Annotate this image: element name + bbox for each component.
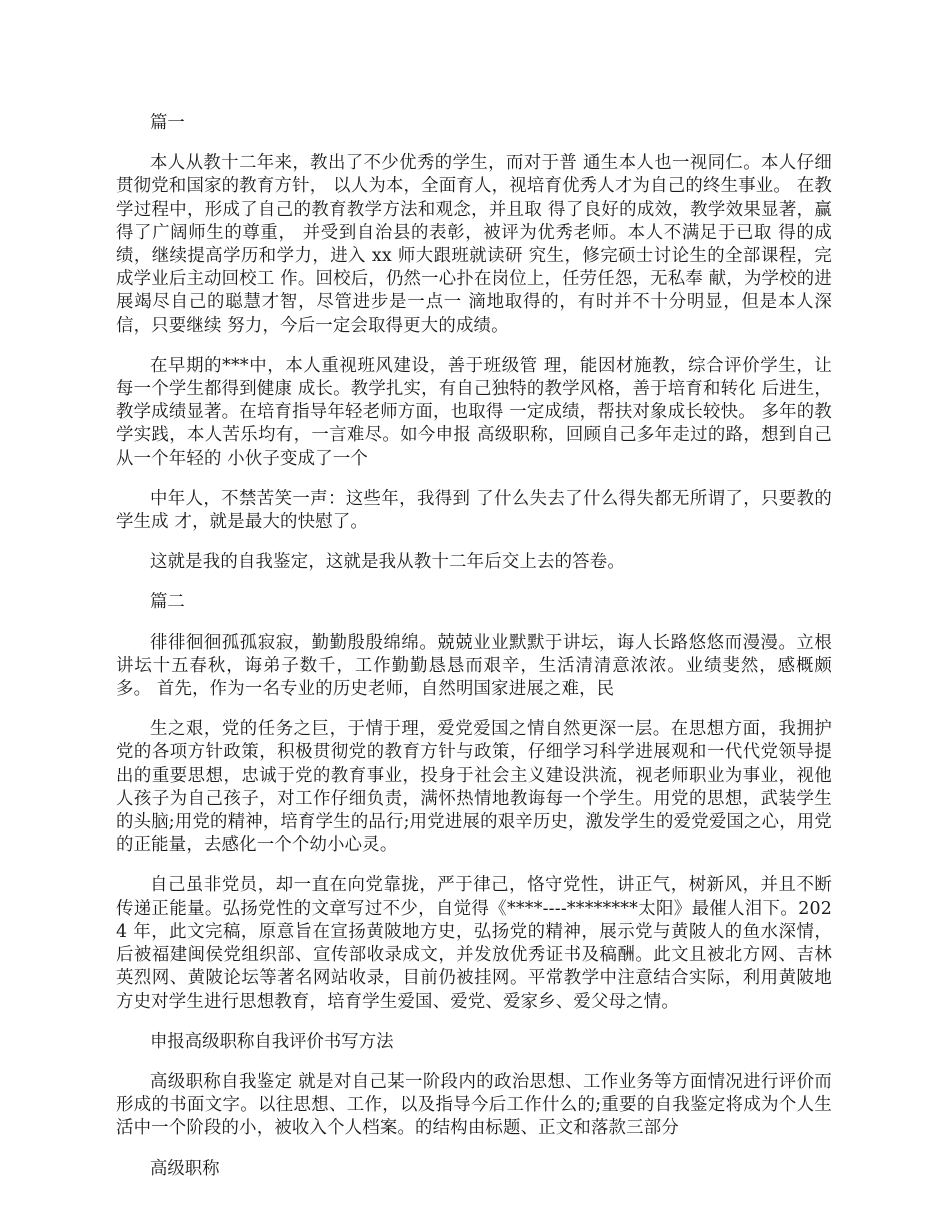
section-heading-1: 篇一	[150, 113, 185, 133]
paragraph-7: 自己虽非党员，却一直在向党靠拢，严于律己，恪守党性，讲正气，树新风，并且不断传递正能量。弘扬党性的文章写过不少，自觉得《****----********太阳》最催人泪下。2024 年，此文完稿，原意旨在宣扬黄陂地方史，弘扬党的精神，展示党与黄陂人的鱼水深情，后被福建闽侯党组织部、宣传部收录成文，并发放优秀证书及稿酬。此文且被北方网、吉林英烈网、黄陂论坛等著名网站收录，目前仍被挂网。平常教学中注意结合实际，利用黄陂地方史对学生进行思想教育，培育学生爱国、爱党、爱家乡、爱父母之情。	[116, 875, 832, 1012]
spacer	[116, 1014, 832, 1031]
section-heading-2: 篇二	[150, 592, 185, 613]
spacer	[116, 1054, 832, 1071]
spacer	[116, 338, 832, 355]
paragraph-8: 高级职称自我鉴定 就是对自己某一阶段内的政治思想、工作业务等方面情况进行评价而形成的书面文字。以往思想、工作，以及指导今后工作什么的;重要的自我鉴定将成为个人生活中一个阶段的小，被收入个人档案。的结构由标题、正文和落款三部分	[116, 1071, 832, 1139]
spacer	[116, 471, 832, 488]
paragraph-6: 生之艰，党的任务之巨，于情于理，爱党爱国之情自然更深一层。在思想方面，我拥护党的各项方针政策，积极贯彻党的教育方针与政策，仔细学习科学进展观和一代代党领导提出的重要思想，忠诚于党的教育事业，投身于社会主义建设洪流，视老师职业为事业，视他人孩子为自己孩子，对工作仔细负责，满怀热情地教诲每一个学生。用党的思想，武装学生的头脑;用党的精神，培育学生的品行;用党进展的艰辛历史，激发学生的爱党爱国之心，用党的正能量，去感化一个个幼小心灵。	[116, 719, 832, 856]
spacer	[116, 701, 832, 718]
paragraph-4: 这就是我的自我鉴定，这就是我从教十二年后交上去的答卷。	[150, 552, 625, 573]
paragraph-3: 中年人，不禁苦笑一声：这些年，我得到 了什么失去了什么得失都无所谓了，只要教的学生成 才，就是最大的快慰了。	[116, 488, 832, 533]
spacer	[116, 534, 832, 551]
spacer	[116, 1141, 832, 1158]
paragraph-1: 本人从教十二年来，教出了不少优秀的学生，而对于普 通生本人也一视同仁。本人仔细贯彻党和国家的教育方针， 以人为本，全面育人，视培育优秀人才为自己的终生事业。 在教学过程中，形成了自己的教育教学方法和观念，并且取 得了良好的成效，教学效果显著，赢得了广阔师生的尊重， 并受到自治县的表彰，被评为优秀老师。本人不满足于已取 得的成绩，继续提高学历和学力，进入 xx 师大跟班就读研 究生，修完硕士讨论生的全部课程，完成学业后主动回校工 作。回校后，仍然一心扑在岗位上，任劳任怨，无私奉 献，为学校的进展竭尽自己的聪慧才智，尽管进步是一点一 滴地取得的，有时并不十分明显，但是本人深信，只要继续 努力，今后一定会取得更大的成绩。	[116, 153, 832, 336]
document-page	[116, 112, 832, 1181]
paragraph-2: 在早期的***中，本人重视班风建设，善于班级管 理，能因材施教，综合评价学生，让每一个学生都得到健康 成长。教学扎实，有自己独特的教学风格，善于培育和转化 后进生，教学成绩显著。在培育指导年轻老师方面，也取得 一定成绩，帮扶对象成长较快。 多年的教学实践，本人苦乐均有，一言难尽。如今申报 高级职称，回顾自己多年走过的路，想到自己从一个年轻的 小伙子变成了一个	[116, 355, 832, 469]
spacer	[116, 615, 832, 632]
section-heading-3: 申报高级职称自我评价书写方法	[150, 1031, 394, 1052]
paragraph-5: 徘徘徊徊孤孤寂寂，勤勤殷殷绵绵。兢兢业业默默于讲坛，诲人长路悠悠而漫漫。立根讲坛十五春秋，诲弟子数千，工作勤勤恳恳而艰辛，生活清清意浓浓。业绩斐然，感概颇多。 首先，作为一名专业的历史老师，自然明国家进展之难，民	[116, 632, 832, 700]
section-heading-4: 高级职称	[150, 1158, 220, 1179]
spacer	[116, 574, 832, 591]
spacer	[116, 135, 832, 152]
spacer	[116, 857, 832, 874]
